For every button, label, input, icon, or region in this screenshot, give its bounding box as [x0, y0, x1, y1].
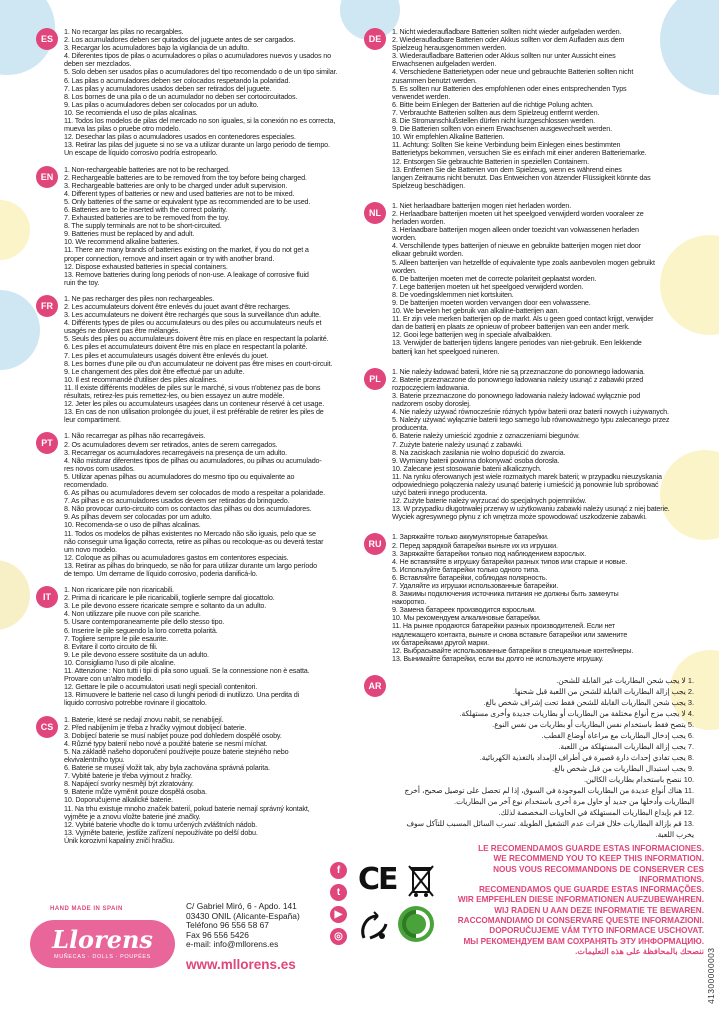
- instruction-line: 6. Les piles et accumulateurs doivent être mis en place en respectant la polarité.: [64, 342, 308, 352]
- section-en: [36, 166, 358, 287]
- instruction-line: 1. Ne pas recharger des piles non rechargeables.: [64, 293, 215, 303]
- left-column: [36, 28, 358, 851]
- instruction-line: 9. Las pilas o acumuladores deben ser colocados por un adulto.: [64, 99, 259, 109]
- instruction-line: 5. Alleen batterijen van hetzelfde of equivalente type zoals aanbevolen mogen gebruikt: [392, 257, 655, 267]
- instruction-line: 8. Зажимы подключения источника питания не должны быть замкнуты: [392, 589, 619, 599]
- instruction-line: zusammen benutzt werden.: [392, 75, 477, 85]
- section-it: [36, 586, 358, 707]
- instruction-line: 9. As pilhas devem ser colocadas por um adulto.: [64, 512, 212, 522]
- instruction-line: producenta.: [392, 423, 429, 433]
- instruction-line: 4. Verschillende types batterijen of nieuwe en gebruikte batterijen mogen niet door: [392, 241, 641, 251]
- instruction-line: 6. Inserire le pile seguendo la loro corretta polarità.: [64, 625, 218, 635]
- instruction-line: 13. Retirar as pilhas do brinquedo, se não for para utilizar durante um largo período: [64, 560, 317, 570]
- section-lines: [64, 586, 358, 707]
- instruction-line: 10. We recommend alkaline batteries.: [64, 237, 180, 247]
- section-fr: [36, 295, 358, 425]
- instruction-line: 8. Evitare il corto circuito de fili.: [64, 641, 158, 651]
- instruction-line: Spielzeug herausgenommen werden.: [392, 43, 507, 53]
- instruction-line: .8 يجب تفادي إحداث دارة قصيرة في أطراف الإمداد بالتغذية الكهربائية.: [479, 752, 694, 762]
- instruction-line: 12. Dispose exhausted batteries in special containers.: [64, 261, 228, 271]
- instruction-line: odpowiedniego połączenia należy usunąć baterię i umieścić ją ponownie lub spróbować: [392, 479, 659, 489]
- address-line: 03430 ONIL (Alicante-España): [186, 910, 300, 921]
- instruction-line: 7. Zużyte baterie należy usunąć z zabawki.: [392, 439, 523, 449]
- instruction-line: 7. Las pilas y acumuladores usados deben ser retirados del juguete.: [64, 83, 272, 93]
- instruction-line: 6. De batterijen moeten met de correcte polariteit geplaatst worden.: [392, 273, 597, 283]
- instruction-line: накоротко.: [392, 597, 427, 607]
- instruction-line: um novo modelo.: [64, 544, 117, 554]
- instruction-line: 7. Exhausted batteries are to be removed from the toy.: [64, 213, 230, 223]
- instruction-line: 4. Não misturar diferentes tipos de pilhas ou acumuladores, ou pilhas ou acumulado-: [64, 455, 322, 465]
- instruction-line: 11. There are many brands of batteries existing on the market, if you do not get a: [64, 245, 309, 255]
- instruction-line: 6. Batteries are to be inserted with the correct polarity.: [64, 204, 227, 214]
- bg-bubble: [0, 290, 40, 370]
- instruction-line: 5. Seuls des piles ou accumulateurs doivent être mis en place en respectant la polarité.: [64, 334, 329, 344]
- instruction-line: 3. Les accumulateurs ne doivent être rechargés que sous la surveillance d'un adulte.: [64, 310, 321, 320]
- instruction-line: Spielzeug beschädigen.: [392, 180, 466, 190]
- bg-bubble: [0, 200, 30, 260]
- instruction-line: البطاريات وأدخلها من جديد أو حاول مرة أخرى باستخدام نوع آخر من البطاريات.: [454, 796, 694, 806]
- instruction-line: worden.: [392, 265, 417, 275]
- language-badge: CS: [36, 716, 58, 738]
- instruction-line: 1. No recargar las pilas no recargables.: [64, 27, 184, 36]
- instruction-line: 13. Retirar las pilas del juguete si no se va a utilizar durante un largo periodo de tiempo.: [64, 140, 330, 150]
- instruction-line: herladen worden.: [392, 217, 446, 227]
- instruction-line: 7. Lege batterijen moeten uit het speelgoed verwijderd worden.: [392, 281, 584, 291]
- instruction-line: 7. As pilhas e os acumuladores usados devem ser retirados do brinquedo.: [64, 496, 290, 506]
- instruction-line: 11. Er zijn vele merken batterijen op de markt. Als u geen goed contact krijgt, verwijder: [392, 314, 654, 324]
- instruction-line: 12. Entsorgen Sie gebrauchte Batterien in speziellen Containern.: [392, 156, 589, 166]
- instruction-line: 7. Les piles et accumulateurs usagés doivent être enlevés du jouet.: [64, 350, 269, 360]
- instruction-line: .1 لا يجب شحن البطاريات غير القابلة للشحن.: [556, 675, 694, 685]
- instruction-line: 1. Não recarregar as pilhas não recarregáveis.: [64, 431, 206, 441]
- address-line: Teléfono 96 556 58 67: [186, 920, 269, 931]
- brand-subtitle: MUÑECAS · DOLLS · POUPÉES: [54, 954, 151, 960]
- instruction-line: verwendet werden.: [392, 91, 451, 101]
- social-icons: [330, 862, 350, 950]
- instruction-line: .6 يجب إدخال البطاريات مع مراعاة أوضاع القطب.: [541, 730, 694, 740]
- section-lines: [392, 368, 694, 522]
- section-lines: [392, 533, 694, 663]
- instruction-line: 12. Выбрасывайте использованные батарейки в специальные контейнеры.: [392, 645, 634, 655]
- instruction-line: .7 يجب إزالة البطاريات المستهلكة من اللعبة.: [558, 741, 694, 751]
- keep-information-notice: [442, 844, 704, 957]
- instruction-line: 10. Se recomienda el uso de pilas alcalinas.: [64, 107, 198, 117]
- instruction-line: 4. Не вставляйте в игрушку батарейки разных типов или старые и новые.: [392, 556, 628, 566]
- website-link[interactable]: www.mllorens.es: [186, 957, 296, 972]
- instruction-line: 3. Dobíjecí baterie se musí nabíjet pouze pod dohledem dospělé osoby.: [64, 730, 282, 740]
- instruction-line: 12. Desechar las pilas o acumuladores usados en contenedores especiales.: [64, 132, 296, 142]
- instruction-line: não conseguir uma ligação correcta, retire as pilhas ou recoloque-as ou deverá testar: [64, 536, 324, 546]
- instruction-line: 6. Вставляйте батарейки, соблюдая полярность.: [392, 572, 548, 582]
- instruction-line: Batterietyps bekommen, versuchen Sie es einfach mit einer anderen Batteriemarke.: [392, 148, 647, 158]
- instruction-line: deben ser mezclados.: [64, 59, 132, 69]
- instruction-line: 13. Remove batteries during long periods of non-use. A leakage of corrosive fluid: [64, 269, 309, 279]
- instruction-line: .9 يجب استبدال البطاريات من قبل شخص بالغ.: [552, 763, 694, 773]
- section-lines: [392, 675, 694, 840]
- instruction-line: recomendado.: [64, 479, 109, 489]
- instruction-line: 8. Los bornes de una pila o de un acumulador no deben ser cortocircuitados.: [64, 91, 298, 101]
- bg-bubble: [0, 560, 30, 630]
- instruction-line: 8. The supply terminals are not to be short-circuited.: [64, 221, 222, 231]
- instruction-line: .11 هناك أنواع عديدة من البطاريات الموجودة في السوق، إذا لم تحصل على توصيل صحيح، أخرج: [404, 785, 694, 795]
- instruction-line: 11. Na rynku oferowanych jest wiele rozmaitych marek baterii; w przypadku nieuzyskania: [392, 471, 662, 481]
- instruction-line: 1. Non ricaricare pile non ricaricabili.: [64, 585, 174, 595]
- language-badge: PT: [36, 432, 58, 454]
- instruction-line: usagés ne doivent pas être mélangés.: [64, 326, 181, 336]
- section-lines: [392, 202, 694, 356]
- instruction-line: 3. Recargar los acumuladores bajo la vigilancia de un adulto.: [64, 43, 250, 53]
- instruction-line: .2 يجب إزالة البطاريات القابلة للشحن من اللعبة قبل شحنها.: [512, 686, 694, 696]
- instruction-line: 3. Le pile devono essere ricaricate sempre e soltanto da un adulto.: [64, 601, 267, 611]
- instruction-line: 11. На рынке продаются батарейки разных производителей. Если нет: [392, 621, 616, 631]
- instruction-line: 8. Die Stromanschlußstellen dürfen nicht kurzgeschlossen werden.: [392, 116, 595, 126]
- section-es: [36, 28, 358, 158]
- instruction-line: worden.: [392, 233, 417, 243]
- instruction-line: 13. Entfernen Sie die Batterien von dem Spielzeug, wenn es während eines: [392, 164, 622, 174]
- section-lines: [64, 432, 358, 578]
- instruction-line: 1. Non-rechargeable batteries are not to be recharged.: [64, 164, 230, 174]
- instruction-line: 1. Niet herlaadbare batterijen mogen niet herladen worden.: [392, 200, 572, 210]
- instruction-line: 9. Die Batterien sollten von einem Erwachsenen ausgewechselt werden.: [392, 124, 612, 134]
- language-badge: RU: [364, 533, 386, 555]
- instruction-line: Un escape de líquido corrosivo podría estropearlo.: [64, 148, 218, 158]
- language-badge: IT: [36, 586, 58, 608]
- made-in-spain-label: HAND MADE IN SPAIN: [50, 906, 123, 912]
- section-lines: [64, 166, 358, 287]
- instruction-line: 10. Il est recommandé d'utiliser des piles alcalines.: [64, 374, 218, 384]
- instruction-line: .10 ننصح باستخدام بطاريات الكالين.: [584, 774, 694, 784]
- instruction-line: 3. Recarregar os acumuladores recarregáveis na presença de um adulto.: [64, 447, 287, 457]
- keep-info-line: МЫ РЕКОМЕНДУЕМ ВАМ СОХРАНЯТЬ ЭТУ ИНФОРМАЦИЮ.: [463, 936, 704, 946]
- instruction-line: 2. Los acumuladores deben ser quitados del juguete antes de ser cargados.: [64, 35, 296, 45]
- instruction-line: résultats, retirez-les puis remettez-les, ou bien essayez un autre modèle.: [64, 391, 285, 401]
- instruction-line: leur compartiment.: [64, 415, 121, 425]
- instruction-line: mueva las pilas o pruebe otro modelo.: [64, 124, 181, 134]
- instruction-line: 2. Os acumuladores devem ser retirados, antes de serem carregados.: [64, 439, 278, 449]
- keep-info-line: WIJ RADEN U AAN DEZE INFORMATIE TE BEWAREN.: [494, 905, 704, 915]
- instruction-line: 2. Herlaadbare batterijen moeten uit het speelgoed verwijderd worden vooraleer ze: [392, 208, 644, 218]
- instruction-line: 4. Diferentes tipos de pilas o acumuladores o pilas o acumuladores nuevos y usados no: [64, 51, 331, 61]
- instruction-line: 2. Wiederaufladbare Batterien oder Akkus sollten vor dem Aufladen aus dem: [392, 35, 625, 45]
- language-badge: AR: [364, 675, 386, 697]
- instruction-line: 10. Wir empfehlen Alkaline Batterien.: [392, 132, 505, 142]
- instruction-line: 8. Na zaciskach zasilania nie wolno dopuścić do zwarcia.: [392, 447, 566, 457]
- llorens-logo: [30, 920, 175, 968]
- instruction-line: 1. Заряжайте только аккумуляторные батарейки.: [392, 532, 549, 542]
- product-code: 41300000003: [706, 947, 716, 1004]
- instruction-line: 11. Na trhu existuje mnoho značek baterií, pokud baterie nemají správný kontakt,: [64, 803, 310, 813]
- keep-info-line: WE RECOMMEND YOU TO KEEP THIS INFORMATION.: [493, 854, 704, 864]
- instruction-line: res novos com usados.: [64, 463, 135, 473]
- section-ar: [364, 675, 694, 840]
- instruction-line: 2. Rechargeable batteries are to be removed from the toy before being charged.: [64, 172, 307, 182]
- instruction-line: 7. Удаляйте из игрушки использованные батарейки.: [392, 581, 559, 590]
- instruction-line: dan de batterij en plaats ze opnieuw of probeer batterijen van een ander merk.: [392, 322, 630, 332]
- youtube-icon[interactable]: ▶: [330, 906, 347, 923]
- address-line: C/ Gabriel Miró, 6 - Apdo. 141: [186, 901, 297, 911]
- instruction-line: 5. Na základě našeho doporučení používejte pouze baterie stejného nebo: [64, 746, 289, 756]
- instruction-line: 12. Zużyte baterie należy wyrzucać do specjalnych pojemników.: [392, 496, 587, 506]
- instruction-line: 13. Вынимайте батарейки, если вы долго не используете игрушку.: [392, 653, 604, 663]
- instruction-line: 6. Bitte beim Einlegen der Batterien auf die richtige Polung achten.: [392, 99, 594, 109]
- instruction-line: Únik korozivní kapaliny zničí hračku.: [64, 835, 175, 845]
- company-address: [186, 902, 326, 950]
- instruction-line: 6. As pilhas ou acumuladores devem ser colocados de modo a respeitar a polaridade.: [64, 488, 325, 498]
- instruction-line: .3 يجب شحن البطاريات القابلة للشحن فقط تحت إشراف شخص بالغ.: [483, 697, 694, 707]
- instruction-line: 5. Используйте батарейки только одного типа.: [392, 564, 540, 574]
- instruction-line: 10. Doporučujeme alkalické baterie.: [64, 795, 174, 805]
- instruction-line: 2. Prima di ricaricare le pile ricaricabili, toglierle sempre dal giocattolo.: [64, 593, 275, 603]
- instruction-line: 12. Jeter les piles ou accumulateurs usagées dans un conteneur réservé à cet usage.: [64, 399, 325, 409]
- instruction-line: 8. Napájecí svorky nesmějí být zkratovány.: [64, 779, 194, 789]
- instruction-line: 4. Non utilizzare pile nuove con pile scariche.: [64, 609, 201, 619]
- instruction-line: 13. Vyjměte baterie, jestliže zařízení nepoužíváte po delší dobu.: [64, 827, 258, 837]
- instruction-line: 4. Différents types de piles ou accumulateurs ou des piles ou accumulateurs neufs et: [64, 318, 322, 328]
- instruction-line: langen Zeitraums nicht benutzt. Das Entweichen von ätzender Flüssigkeit könnte das: [392, 172, 651, 182]
- instruction-line: 9. Le changement des piles doit être effectué par un adulte.: [64, 366, 245, 376]
- instruction-line: 2. Baterie przeznaczone do ponownego ładowania należy usunąć z zabawki przed: [392, 374, 644, 384]
- instruction-line: 11. Il existe différents modèles de piles sur le marché, si vous n'obtenez pas de bons: [64, 382, 321, 392]
- keep-info-line: DOPORUČUJEME VÁM TYTO INFORMACE USCHOVAT.: [489, 926, 704, 936]
- instruction-line: liquido corrosivo potrebbe rovinare il giocattolo.: [64, 698, 207, 708]
- keep-info-line: RECOMENDAMOS QUE GUARDE ESTAS INFORMAÇÕES.: [478, 885, 704, 895]
- instruction-line: 9. Batteries must be replaced by and adult.: [64, 229, 195, 239]
- right-column: [364, 28, 694, 846]
- brand-name: Llorens: [52, 925, 153, 954]
- language-badge: DE: [364, 28, 386, 50]
- instruction-line: Wyciek agresywnego płynu z ich wnętrza może spowodować uszkodzenie zabawki.: [392, 512, 647, 522]
- instruction-line: 5. Utilizar apenas pilhas ou acumuladores do mesmo tipo ou equivalente ao: [64, 471, 295, 481]
- instruction-line: 5. Es sollten nur Batterien des empfohlenen oder eines entsprechenden Typs: [392, 83, 627, 93]
- instruction-line: 11. Todos os modelos de pilhas existentes no Mercado não são iguais, pelo que se: [64, 528, 316, 538]
- instruction-line: 7. Togliere sempre le pile esaurite.: [64, 633, 168, 643]
- instruction-line: .4 لا يجب مزج أنواع مختلفة من البطاريات أو بطاريات جديدة وأخرى مستهلكة.: [459, 708, 694, 718]
- instruction-line: 6. Baterie należy umieścić zgodnie z oznaczeniami biegunów.: [392, 431, 580, 441]
- twitter-icon[interactable]: t: [330, 884, 347, 901]
- section-lines: [64, 295, 358, 425]
- instruction-line: 1. Nicht wiederaufladbare Batterien sollten nicht wieder aufgeladen werden.: [392, 27, 622, 36]
- section-ru: [364, 533, 694, 663]
- instruction-line: 3. Wiederaufladbare Batterien oder Akkus sollten nur unter Aussicht eines: [392, 51, 616, 61]
- triman-icon: [358, 910, 392, 944]
- keep-info-line: RACCOMANDIAMO DI CONSERVARE QUESTE INFORMAZIONI.: [457, 916, 704, 926]
- instruction-line: 9. Baterie může vyměnit pouze dospělá osoba.: [64, 787, 207, 797]
- instruction-line: 10. Zalecane jest stosowanie baterii alkalicznych.: [392, 463, 542, 473]
- instruction-line: 7. Verbrauchte Batterien sollten aus dem Spielzeug entfernt werden.: [392, 107, 600, 117]
- language-badge: FR: [36, 295, 58, 317]
- instruction-line: 13. Verwijder de batterijen tijdens langere periodes van niet-gebruik. Een lekkende: [392, 338, 642, 348]
- instruction-line: proper connection, remove and insert again or try with another brand.: [64, 253, 275, 263]
- instruction-line: de tempo. Um derrame de líquido corrosivo, poderia danificá-lo.: [64, 569, 258, 578]
- section-nl: [364, 202, 694, 356]
- instruction-line: Erwachsenen aufgeladen werden.: [392, 59, 497, 69]
- instruction-line: użyć baterii innego producenta.: [392, 488, 488, 498]
- instruction-line: 8. Les bornes d'une pile ou d'un accumulateur ne doivent pas être mises en court-circuit.: [64, 358, 333, 368]
- address-line: e-mail: info@mllorens.es: [186, 939, 279, 950]
- instruction-line: 3. Herlaadbare batterijen mogen alleen onder toezicht van volwassenen herladen: [392, 225, 639, 235]
- instruction-line: 1. Baterie, které se nedají znovu nabít, se nenabíjejí.: [64, 714, 224, 724]
- instruction-line: 11. Attenzione : Non tutti i tipi di pila sono uguali. Se la connessione non è esatta.: [64, 666, 310, 676]
- instruction-line: 1. Nie należy ładować baterii, które nie są przeznaczone do ponownego ładowania.: [392, 366, 645, 376]
- instagram-icon[interactable]: ◎: [330, 928, 347, 945]
- instruction-line: 12. Gooi lege batterijen weg in speciale afvalbakken.: [392, 330, 552, 340]
- instruction-line: vyjměte je a znovu vložte baterie jiné značky.: [64, 811, 201, 821]
- section-de: [364, 28, 694, 190]
- instruction-line: 5. Only batteries of the same or equivalent type as recommended are to be used.: [64, 196, 311, 206]
- address-line: Fax 96 556 5426: [186, 929, 249, 940]
- green-dot-icon: [398, 906, 434, 942]
- instruction-line: 12. Gettare le pile o accumulatori usati negli specialì contenitori.: [64, 682, 258, 692]
- instruction-line: 10. Recomenda-se o uso de pilhas alcalinas.: [64, 520, 201, 530]
- instruction-line: 2. Před nabíjením je třeba z hračky vyjmout dobíjecí baterie.: [64, 722, 247, 732]
- language-badge: EN: [36, 166, 58, 188]
- keep-info-line-arabic: ننصحك بالمحافظة على هذه التعليمات.: [575, 946, 704, 956]
- language-badge: NL: [364, 202, 386, 224]
- keep-info-line: WIR EMPFEHLEN DIESE INFORMATIONEN AUFZUBEWAHREN.: [457, 895, 704, 905]
- instruction-line: 6. Las pilas o acumuladores deben ser colocados respetando la polaridad.: [64, 75, 291, 85]
- language-badge: PL: [364, 368, 386, 390]
- instruction-line: 9. De batterijen moeten worden vervangen door een volwassene.: [392, 298, 591, 307]
- instruction-line: 10. We bevelen het gebruik van alkaline-batterijen aan.: [392, 306, 560, 316]
- instruction-line: 3. Заряжайте батарейки только под наблюдением взрослых.: [392, 548, 587, 558]
- instruction-line: .13 قم بإزالة البطاريات خلال فترات عدم التشغيل الطويلة. تسرب السائل المسبب للتآكل سوف يخرب اللعبة.: [406, 818, 694, 839]
- instruction-line: 4. Nie należy używać równocześnie różnych typów baterii oraz baterii nowych i używanych.: [392, 407, 669, 417]
- crossed-bin-icon: [406, 862, 436, 900]
- instruction-line: 13. En cas de non utilisation prolongée du jouet, il est préférable de retirer les piles de: [64, 407, 324, 417]
- keep-info-line: LE RECOMENDAMOS GUARDE ESTAS INFORMACIONES.: [478, 844, 704, 853]
- instruction-line: rozpoczęciem ładowania.: [392, 382, 470, 392]
- instruction-line: 4. Verschiedene Batterietypen oder neue und gebrauchte Batterien sollten nicht: [392, 67, 634, 77]
- instruction-line: 9. Замена батареек производится взрослым.: [392, 605, 536, 615]
- section-pt: [36, 432, 358, 578]
- instruction-line: 12. Vybité baterie vhoďte do k tomu určených zvláštních nádob.: [64, 819, 258, 829]
- section-lines: [392, 28, 694, 190]
- instruction-line: 11. Achtung: Sollten Sie keine Verbindung beim Einlegen eines bestimmten: [392, 140, 621, 150]
- instruction-line: 3. Baterie przeznaczone do ponownego ładowania należy ładować wyłącznie pod: [392, 390, 641, 400]
- language-badge: ES: [36, 28, 58, 50]
- instruction-line: 12. Coloque as pilhas ou acumuladores gastos em contentores especiais.: [64, 552, 289, 562]
- instruction-line: 5. Należy używać wyłącznie baterii tego samego lub równoważnego typu zalecanego przez: [392, 415, 670, 425]
- instruction-line: их батарейками другой марки.: [392, 637, 489, 647]
- instruction-line: 7. Vybité baterie je třeba vyjmout z hračky.: [64, 771, 193, 781]
- section-cs: [36, 716, 358, 846]
- facebook-icon[interactable]: f: [330, 862, 347, 879]
- instruction-line: 9. Wymiany baterii powinna dokonywać osoba dorosła.: [392, 455, 560, 465]
- instruction-line: 13. Rimuovere le batterie nel caso di lunghi periodi di inutilizzo. Una perdita di: [64, 690, 300, 700]
- instruction-line: nadzorem osoby dorosłej.: [392, 399, 471, 409]
- ce-mark-icon: CE: [358, 862, 397, 897]
- instruction-line: 8. Não provocar curto-circuito com os contactos das pilhas ou dos acumuladores.: [64, 504, 312, 514]
- instruction-line: 9. Le pile devono essere sostituite da un adulto.: [64, 649, 209, 659]
- instruction-line: elkaar gebruikt worden.: [392, 249, 464, 259]
- instruction-line: 5. Usare contemporaneamente pile dello stesso tipo.: [64, 617, 225, 627]
- section-lines: [64, 28, 358, 158]
- instruction-line: надлежащего контакта, выньте и снова вставьте батарейки или замените: [392, 629, 628, 639]
- instruction-line: 5. Solo deben ser usados pilas o acumuladores del tipo recomendado o de un tipo similar.: [64, 67, 338, 77]
- instruction-line: 11. Todos los modelos de pilas del mercado no son iguales, si la conexión no es correcta,: [64, 116, 336, 126]
- instruction-line: 4. Různé typy baterií nebo nové a použité baterie se nesmí míchat.: [64, 738, 268, 748]
- instruction-line: 2. Перед зарядкой батарейки выньте их из игрушки.: [392, 540, 558, 550]
- instruction-line: 3. Rechargeable batteries are only to be charged under adult supervision.: [64, 180, 288, 190]
- instruction-line: 6. Baterie se musejí vložit tak, aby byla zachována správná polarita.: [64, 763, 270, 773]
- instruction-line: 10. Мы рекомендуем алкалиновые батарейки.: [392, 613, 541, 623]
- instruction-line: batterij kan het speelgoed ruineren.: [392, 346, 500, 356]
- instruction-line: ruin the toy.: [64, 277, 100, 287]
- section-lines: [64, 716, 358, 846]
- instruction-line: 13. W przypadku długotrwałej przerwy w użytkowaniu zabawki należy usunąć z niej baterie.: [392, 504, 670, 514]
- keep-info-line: NOUS VOUS RECOMMANDONS DE CONSERVER CES INFORMATIONS.: [493, 864, 704, 884]
- instruction-line: 10. Consigliamo l'uso di pile alcaline.: [64, 657, 176, 667]
- instruction-line: 2. Les accumulateurs doivent être enlevés du jouet avant d'être recharges.: [64, 302, 291, 311]
- instruction-line: .5 يتصح فقط باستخدام نفس البطاريات أو بطاريات من نفس النوع.: [492, 719, 694, 729]
- instruction-line: ekvivalentního typu.: [64, 754, 125, 764]
- section-pl: [364, 368, 694, 522]
- instruction-line: .12 قم بإيداع البطاريات المستهلكة في الحاويات المخصصة لذلك.: [498, 807, 694, 817]
- instruction-line: Provare con un'altro modello.: [64, 674, 153, 684]
- instruction-line: 8. De voedingsklemmen niet kortsluiten.: [392, 289, 514, 299]
- instruction-line: 4. Different types of batteries or new and used batteries are not to be mixed.: [64, 188, 295, 198]
